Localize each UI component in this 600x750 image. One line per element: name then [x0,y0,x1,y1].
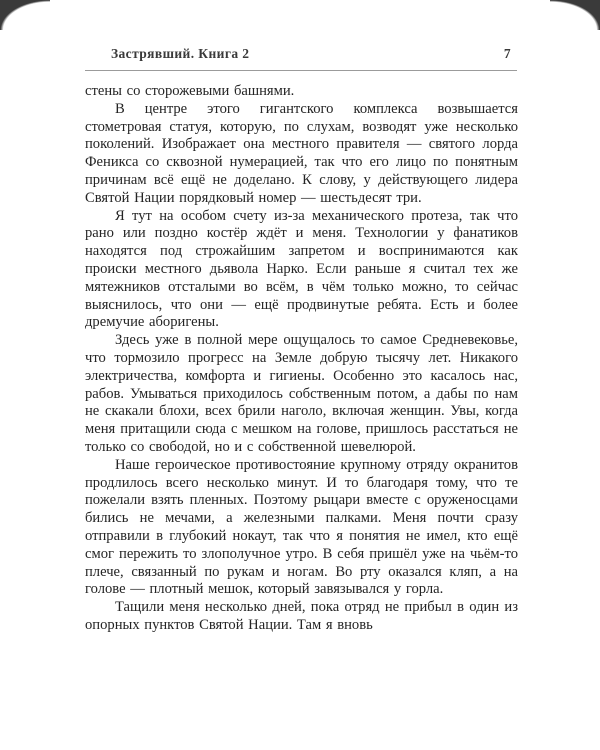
paragraph: Здесь уже в полной мере ощущалось то самое Средневековье, что тормозило прогресс на Земле добрую тысячу лет. Никакого электричества, комфорта и гигиены. Особенно это касалось нас, рабов. Умываться приходилось собственным потом, а дабы по нам не скакали блохи, всех брили наголо, включая женщин. Увы, когда меня притащили сюда с мешком на голове, пришлось расстаться не только со свободой, но и с собственной шевелюрой. [85,332,518,455]
page-body-text [85,83,518,635]
page-corner-left-decoration [0,0,50,30]
book-title: Застрявший. Книга 2 [111,46,250,61]
paragraph: стены со сторожевыми башнями. [85,83,295,99]
page-corner-right-decoration [550,0,600,30]
paragraph: В центре этого гигантского комплекса возвышается стометровая статуя, которую, по слухам, возводят уже несколько поколений. Изображает она местного правителя — святого лорда Феникса со сквозной нумерацией, так что его лицо по понятным причинам всё ещё не доделано. К слову, у действующего лидера Святой Нации порядковый номер — шестьдесят три. [85,100,518,206]
page-number: 7 [503,46,511,61]
paragraph: Я тут на особом счету из-за механического протеза, так что рано или поздно костёр ждёт и меня. Технологии у фанатиков находятся под строжайшим запретом и воспринимаются как происки местного дьявола Нарко. Если раньше я считал тех же мятежников отсталыми во всём, в чём только можно, то сейчас выяснилось, что они — ещё продвинутые ребята. Есть и более дремучие аборигены. [85,207,518,331]
paragraph: Тащили меня несколько дней, пока отряд не прибыл в один из опорных пунктов Святой Нации. Там я вновь [85,599,518,633]
paragraph: Наше героическое противостояние крупному отряду окранитов продлилось всего несколько минут. И то благодаря тому, что те пожелали взять пленных. Поэтому рыцари вместе с оруженосцами бились не мечами, а железными палками. Меня почти сразу отправили в глубокий нокаут, так что я понятия не имел, кто ещё смог пережить то злополучное утро. В себя пришёл уже на чьём-то плече, связанный по рукам и ногам. Во рту оказался кляп, а на голове — плотный мешок, который завязывался у горла. [85,456,518,598]
running-header [85,46,517,71]
